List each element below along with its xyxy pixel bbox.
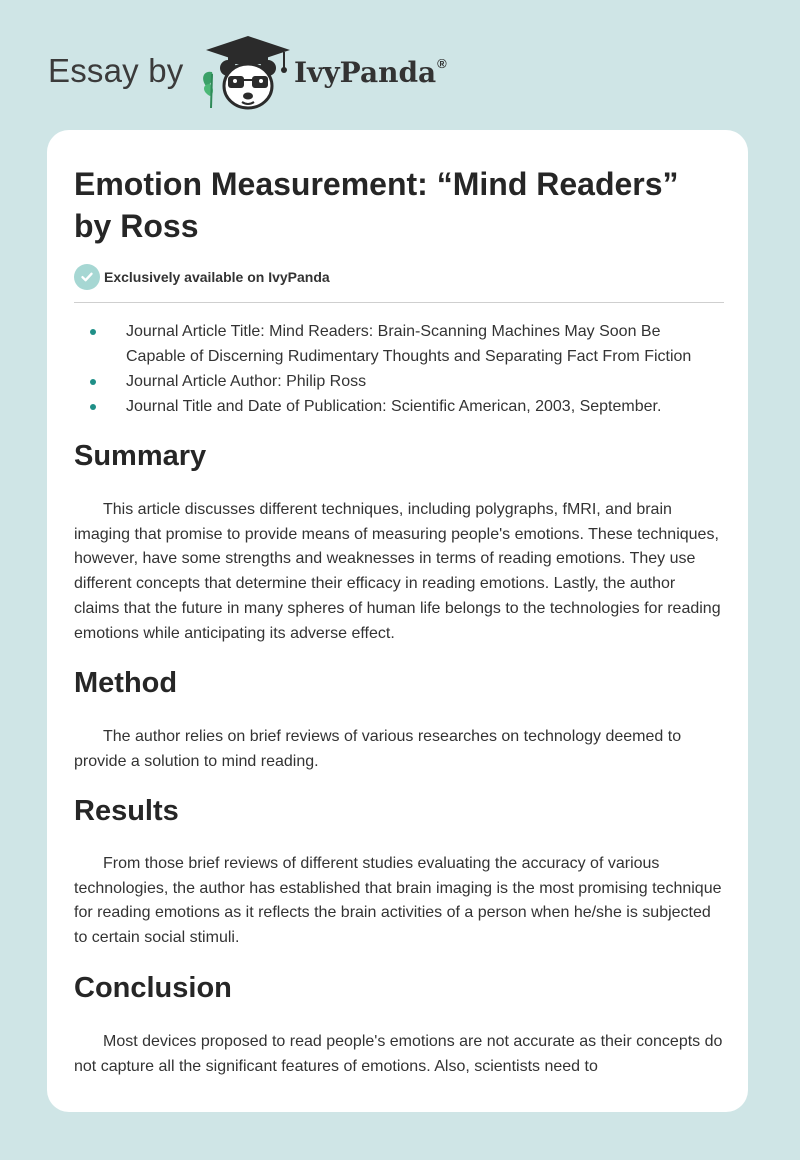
site-header (48, 34, 752, 114)
essay-by-label: Essay by (48, 52, 184, 89)
section-text-conclusion: Most devices proposed to read people's emotions are not accurate as their concepts do not capture all the significant features of emotions. Also, scientists need to (74, 1033, 723, 1075)
section-heading-method: Method (74, 667, 178, 699)
section-heading-results: Results (74, 795, 179, 827)
article-meta-list (74, 319, 724, 419)
bullet-icon (90, 379, 96, 385)
check-circle-icon (74, 264, 100, 290)
bullet-icon (90, 404, 96, 410)
bullet-icon (90, 329, 96, 335)
essay-card (47, 130, 748, 1112)
section-text-results: From those brief reviews of different studies evaluating the accuracy of various technologies, the author has established that brain imaging is the most promising technique for reading emotions as it reflects the brain activities of a person when he/she is subjected to certain social stimuli. (74, 855, 722, 947)
list-item: Journal Title and Date of Publication: Scientific American, 2003, September. (74, 394, 724, 419)
list-item: Journal Article Author: Philip Ross (74, 369, 724, 394)
divider (74, 302, 724, 303)
section-heading-summary: Summary (74, 440, 207, 472)
badge-label: Exclusively available on IvyPanda (104, 269, 330, 285)
list-item: Journal Article Title: Mind Readers: Brain-Scanning Machines May Soon Be Capable of Discerning Rudimentary Thoughts and Separating Fact From Fiction (74, 319, 724, 369)
section-text-summary: This article discusses different techniques, including polygraphs, fMRI, and brain imaging that promise to provide means of measuring people's emotions. These techniques, however, have some strengths and weaknesses in terms of reading emotions. They use different concepts that determine their efficacy in reading emotions. Lastly, the author claims that the future in many spheres of human life belongs to the technologies for reading emotions while anticipating its adverse effect. (74, 501, 721, 642)
exclusive-badge (74, 263, 330, 291)
brand-name[interactable]: IvyPanda® (294, 56, 447, 89)
section-heading-conclusion: Conclusion (74, 972, 232, 1004)
panda-logo-icon[interactable] (198, 34, 298, 112)
section-text-method: The author relies on brief reviews of various researches on technology deemed to provide a solution to mind reading. (74, 728, 682, 770)
page-title: Emotion Measurement: “Mind Readers” by Ross (74, 166, 679, 244)
